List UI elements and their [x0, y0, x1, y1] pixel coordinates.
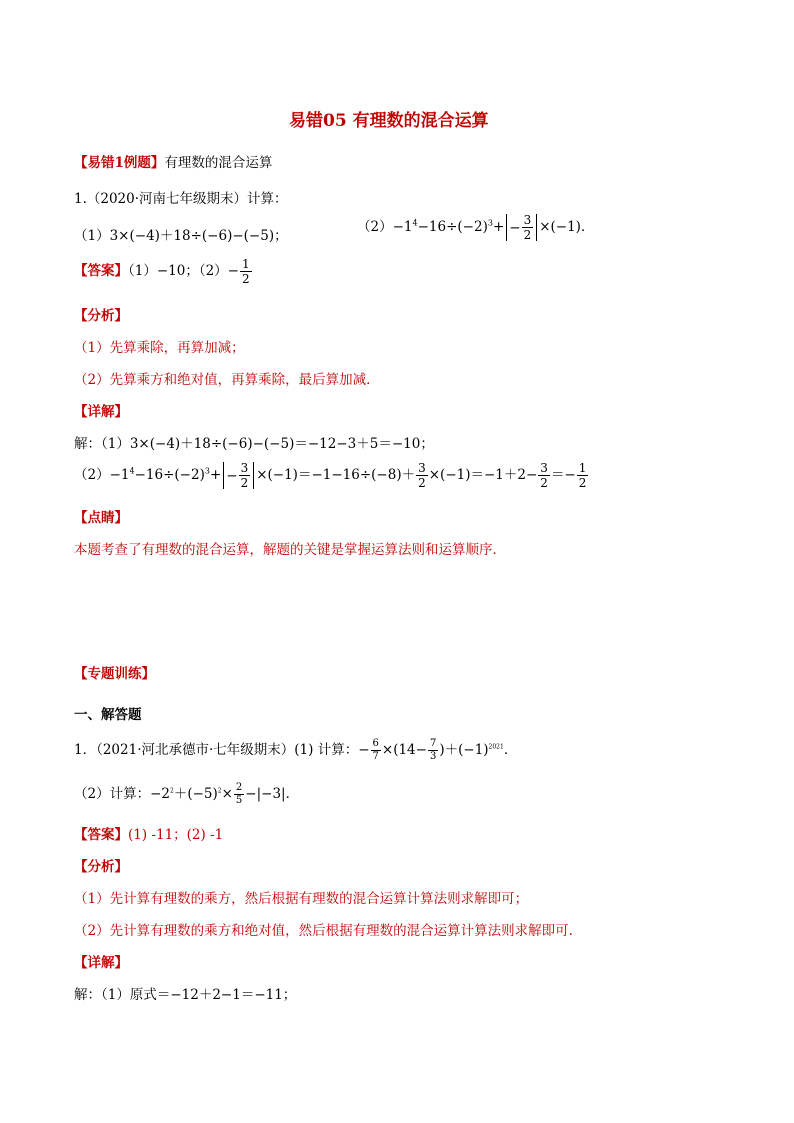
training-detail-line-1: 解：（1）原式＝−12＋2−1＝−11； — [74, 987, 297, 1003]
question-2-abs-sign: − — [509, 219, 521, 236]
detail-fraction-3 — [538, 462, 550, 489]
training-problem-2-intro: （2）计算：−2 — [74, 786, 170, 802]
detail-abs — [223, 462, 254, 489]
detail-exp-b: 3 — [204, 466, 210, 476]
detail-part-a: −1 — [109, 467, 130, 483]
analysis-line-1: （1）先算乘除，再算加减； — [74, 340, 245, 356]
fraction-denominator: 5 — [235, 795, 243, 806]
analysis-line-2: （2）先算乘方和绝对值，再算乘除，最后算加减． — [74, 372, 380, 388]
problem-intro: 1.（2020·河南七年级期末）计算： — [74, 191, 288, 207]
detail-plus: + — [209, 467, 222, 483]
page-title: 易错05 有理数的混合运算 — [289, 111, 489, 131]
fraction-numerator: 6 — [372, 738, 379, 749]
detail-fraction-1 — [239, 462, 251, 489]
comment-text: 本题考查了有理数的混合运算，解题的关键是掌握运算法则和运算顺序． — [74, 542, 506, 558]
training-problem-1-fraction-2 — [428, 739, 438, 762]
detail-label: 【详解】 — [74, 404, 128, 420]
question-2-fraction — [522, 214, 534, 241]
training-problem-1-mid-2: )＋(−1) — [439, 742, 489, 758]
training-problem-2-mid: ＋(−5) — [173, 786, 218, 802]
training-problem-2-times: × — [221, 786, 233, 802]
training-analysis-line-1: （1）先计算有理数的乘方，然后根据有理数的混合运算计算法则求解即可； — [74, 891, 529, 907]
question-2 — [357, 214, 594, 241]
question-1 — [74, 224, 288, 244]
analysis-label: 【分析】 — [74, 308, 128, 324]
answer-line — [74, 258, 253, 285]
detail-line-2 — [74, 462, 589, 489]
question-1-expr: 3×(−4)＋18÷(−6)−(−5)； — [109, 228, 288, 244]
fraction-denominator: 2 — [540, 476, 548, 490]
fraction-denominator: 2 — [240, 476, 249, 490]
question-2-part-a: −1 — [392, 219, 413, 235]
fraction-numerator: 3 — [240, 461, 249, 475]
detail-fraction-4 — [577, 462, 589, 489]
question-2-label: （2） — [357, 219, 393, 235]
training-analysis-line-2: （2）先计算有理数的乘方和绝对值，然后根据有理数的混合运算计算法则求解即可. — [74, 923, 573, 939]
answer-fraction — [240, 258, 252, 285]
training-problem-1-mid: ×(14− — [381, 742, 427, 758]
training-problem-1 — [74, 738, 517, 762]
fraction-numerator: 2 — [235, 782, 243, 793]
question-1-label: （1） — [74, 228, 110, 244]
fraction-denominator: 2 — [523, 228, 532, 242]
detail-part-b: −16÷(−2) — [134, 467, 205, 483]
training-problem-1-exp: 2021 — [488, 743, 504, 751]
fraction-denominator: 2 — [578, 476, 587, 490]
question-2-part-b: −16÷(−2) — [417, 219, 488, 235]
question-2-exp-b: 3 — [487, 218, 493, 228]
detail-end: ＝− — [550, 467, 576, 483]
fraction-numerator: 7 — [429, 738, 437, 749]
fraction-denominator: 2 — [241, 272, 250, 286]
example-header-tag: 【易错1例题】 — [74, 155, 165, 171]
detail-line-1: 解：（1）3×(−4)＋18÷(−6)−(−5)＝−12−3＋5＝−10； — [74, 436, 434, 452]
question-2-plus: + — [492, 219, 505, 235]
detail-exp-a: 4 — [129, 466, 135, 476]
answer-text: （1）−10；（2）− — [128, 263, 239, 279]
training-answer-line — [74, 823, 223, 843]
fraction-numerator: 3 — [523, 213, 532, 227]
detail-fraction-2 — [416, 462, 428, 489]
training-analysis-label: 【分析】 — [74, 859, 128, 875]
training-problem-2-fraction — [234, 783, 244, 806]
training-answer-text: (1) -11；(2) -1 — [128, 827, 224, 843]
detail-mid-2: ×(−1)＝−1＋2− — [428, 467, 538, 483]
comment-label: 【点睛】 — [74, 510, 128, 526]
section-heading: 一、解答题 — [74, 707, 142, 723]
fraction-numerator: 3 — [540, 461, 548, 475]
training-answer-label: 【答案】 — [74, 827, 128, 843]
question-2-exp-a: 4 — [412, 218, 418, 228]
training-problem-2-abs: −|−3|． — [245, 786, 300, 802]
training-detail-label: 【详解】 — [74, 955, 128, 971]
training-problem-1-end: ． — [503, 742, 518, 758]
example-header — [74, 151, 272, 171]
fraction-numerator: 3 — [418, 461, 426, 475]
detail-mid: ×(−1)＝−1−16÷(−8)＋ — [256, 467, 416, 483]
training-problem-2-exp-1: 2 — [170, 787, 174, 795]
training-problem-2-exp-2: 2 — [217, 787, 222, 795]
fraction-numerator: 1 — [241, 257, 250, 271]
question-2-part-d: ×(−1)． — [539, 219, 595, 235]
detail-line-2-label: （2） — [74, 467, 110, 483]
fraction-denominator: 7 — [372, 751, 379, 762]
example-header-topic: 有理数的混合运算 — [164, 155, 273, 171]
fraction-denominator: 2 — [418, 476, 426, 490]
fraction-numerator: 1 — [578, 461, 587, 475]
training-header: 【专题训练】 — [74, 666, 155, 682]
answer-label: 【答案】 — [74, 263, 128, 279]
training-problem-1-fraction-1 — [371, 739, 381, 762]
detail-abs-sign: − — [226, 467, 238, 484]
training-problem-1-intro: 1．（2021·河北承德市·七年级期末）(1) 计算： — [74, 742, 359, 758]
training-problem-2 — [74, 782, 299, 806]
training-problem-1-minus: − — [358, 742, 370, 758]
question-2-abs — [506, 214, 537, 241]
fraction-denominator: 3 — [429, 751, 437, 762]
